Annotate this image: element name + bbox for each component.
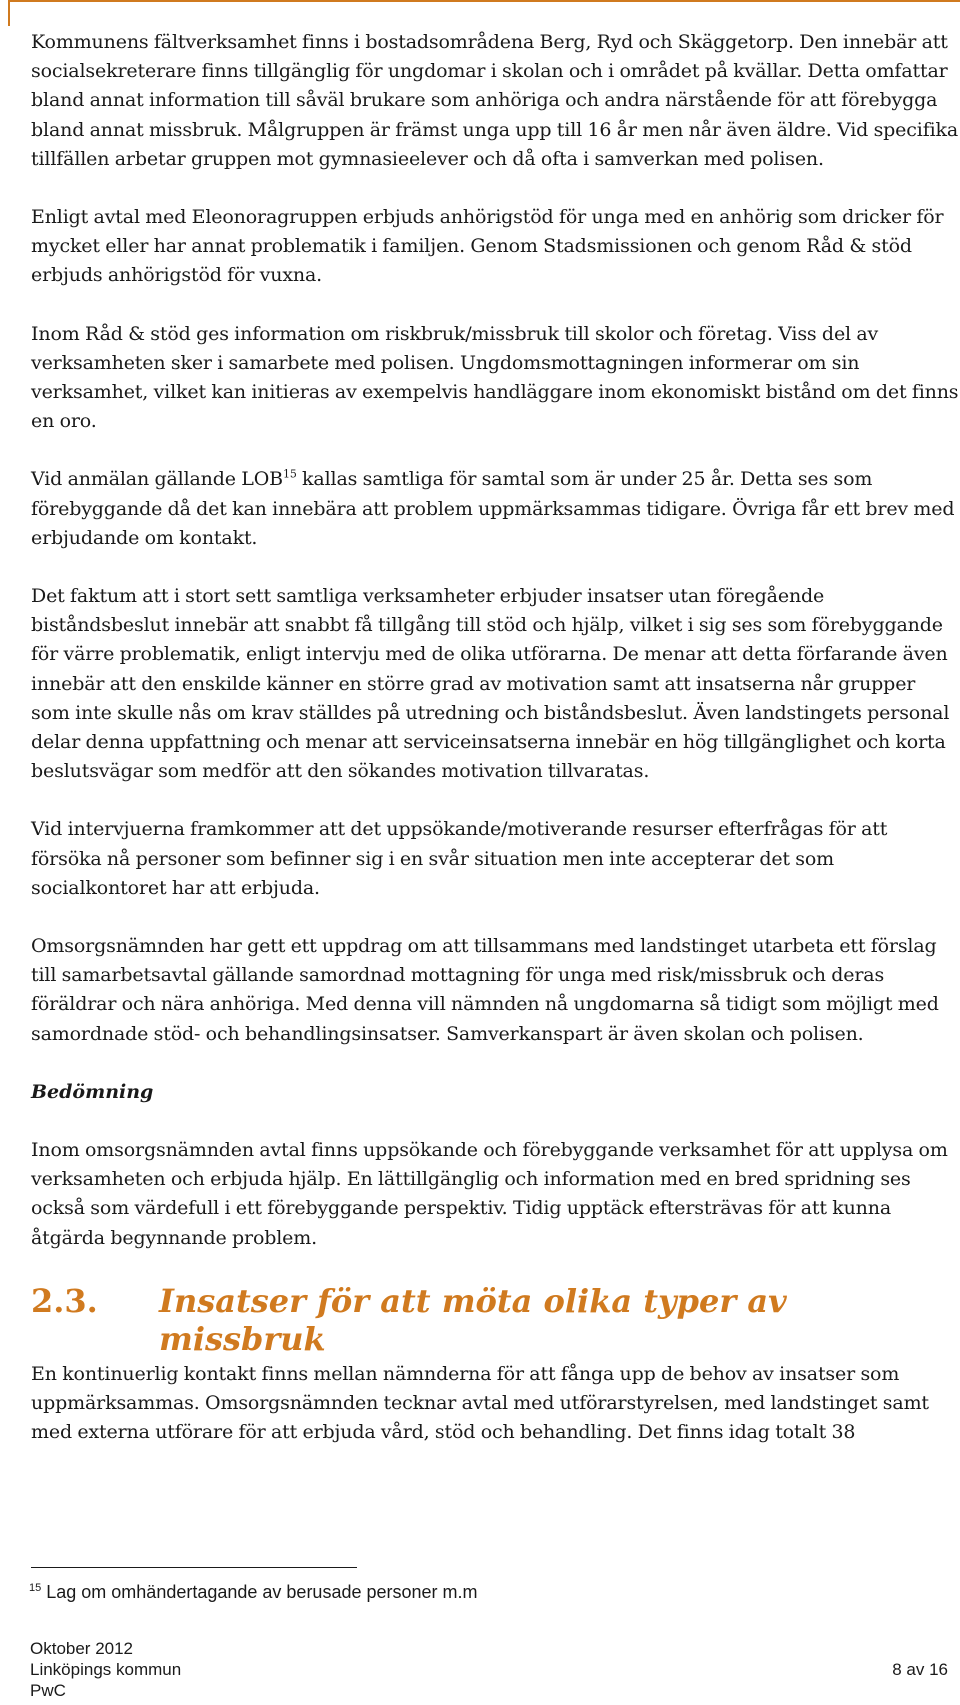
section-text: En kontinuerlig kontakt finns mellan nämnderna för att fånga upp de behov av insatser som uppmärksammas. Omsorgsnämnden tecknar avtal med utförarstyrelsen, med landstinget samt med externa utförare för att erbjuda vård, stöd och behandling. Det finns idag totalt 38 bbox=[31, 1362, 929, 1444]
page-body bbox=[31, 28, 959, 1447]
footnote bbox=[29, 1580, 478, 1604]
header-rule bbox=[8, 0, 960, 2]
assessment-text: Inom omsorgsnämnden avtal finns uppsökande och förebyggande verksamhet för att upplysa om verksamheten och erbjuda hjälp. En lättillgänglig och information med en bred spridning ses också som värdefull i ett förebyggande perspektiv. Tidig upptäck eftersträvas för att kunna åtgärda begynnande problem. bbox=[31, 1138, 948, 1249]
footer-firm: PwC bbox=[30, 1681, 66, 1700]
paragraph-lob bbox=[31, 465, 959, 553]
paragraph-information: Inom Råd & stöd ges information om riskbruk/missbruk till skolor och företag. Viss del av verksamheten sker i samarbete med polisen. Ungdomsmottagningen informerar om sin verksamhet, vilket kan initieras av exempelvis handläggare inom ekonomiskt bistånd om det finns en oro. bbox=[31, 322, 959, 433]
footnote-divider bbox=[31, 1567, 357, 1568]
paragraph-interviews: Vid intervjuerna framkommer att det uppsökande/motiverande resurser efterfrågas för att försöka nå personer som befinner sig i en svår situation men inte accepterar det som socialkontoret har att erbjuda. bbox=[31, 818, 888, 899]
footnote-reference[interactable]: 15 bbox=[282, 468, 297, 482]
paragraph-no-decision-needed: Det faktum att i stort sett samtliga verksamheter erbjuder insatser utan föregående biståndsbeslut innebär att snabbt få tillgång till stöd och hjälp, vilket i sig ses som förebyggande för värre problematik, enligt intervju med de olika utförarna. De menar att detta förfarande även innebär att den enskilde känner en större grad av motivation samt att insatserna når grupper som inte skulle nås om krav ställdes på utredning och biståndsbeslut. Även landstingets personal delar denna uppfattning och menar att serviceinsatserna innebär en hög tillgänglighet och korta beslutsvägar som medför att den sökandes motivation tillvaratas. bbox=[31, 585, 950, 783]
header-corner-mark bbox=[8, 0, 10, 26]
footnote-number: 15 bbox=[29, 1582, 42, 1594]
lob-text-end: kallas samtliga för samtal som är under 25 år. Detta ses som förebyggande då det kan innebära att problem uppmärksammas tidigare. Övriga får ett brev med erbjudande om kontakt. bbox=[31, 468, 955, 549]
paragraph-cooperation-agreement: Omsorgsnämnden har gett ett uppdrag om att tillsammans med landstinget utarbeta ett förslag till samarbetsavtal gällande samordnad mottagning för unga med risk/missbruk och deras föräldrar och nära anhöriga. Med denna vill nämnden nå ungdomarna så tidigt som möjligt med samordnade stöd- och behandlingsinsatser. Samverkanspart är även skolan och polisen. bbox=[31, 935, 939, 1045]
lob-text-start: Vid anmälan gällande LOB bbox=[31, 468, 283, 491]
footer-date: Oktober 2012 bbox=[30, 1639, 134, 1658]
footer-organization: Linköpings kommun bbox=[30, 1660, 182, 1679]
section-title: Insatser för att möta olika typer av missbruk bbox=[159, 1281, 787, 1358]
page-number: 8 av 16 bbox=[892, 1660, 948, 1679]
paragraph-field-operations: Kommunens fältverksamhet finns i bostadsområdena Berg, Ryd och Skäggetorp. Den innebär att socialsekreterare finns tillgänglig för ungdomar i skolan och i området på kvällar. Detta omfattar bland annat information till såväl brukare som anhöriga och andra närstående för att förebygga bland annat missbruk. Målgruppen är främst unga upp till 16 år men når även äldre. Vid specifika tillfällen arbetar gruppen mot gymnasieelever och då ofta i samverkan med polisen. bbox=[31, 31, 959, 170]
section-heading bbox=[31, 1282, 959, 1358]
paragraph-relative-support: Enligt avtal med Eleonoragruppen erbjuds anhörigstöd för unga med en anhörig som dricker för mycket eller har annat problematik i familjen. Genom Stadsmissionen och genom Råd & stöd erbjuds anhörigstöd för vuxna. bbox=[31, 206, 944, 287]
footer-info bbox=[30, 1638, 181, 1701]
assessment-heading: Bedömning bbox=[31, 1080, 154, 1103]
section-number: 2.3. bbox=[31, 1281, 98, 1320]
footnote-text: Lag om omhändertagande av berusade personer m.m bbox=[41, 1582, 478, 1602]
